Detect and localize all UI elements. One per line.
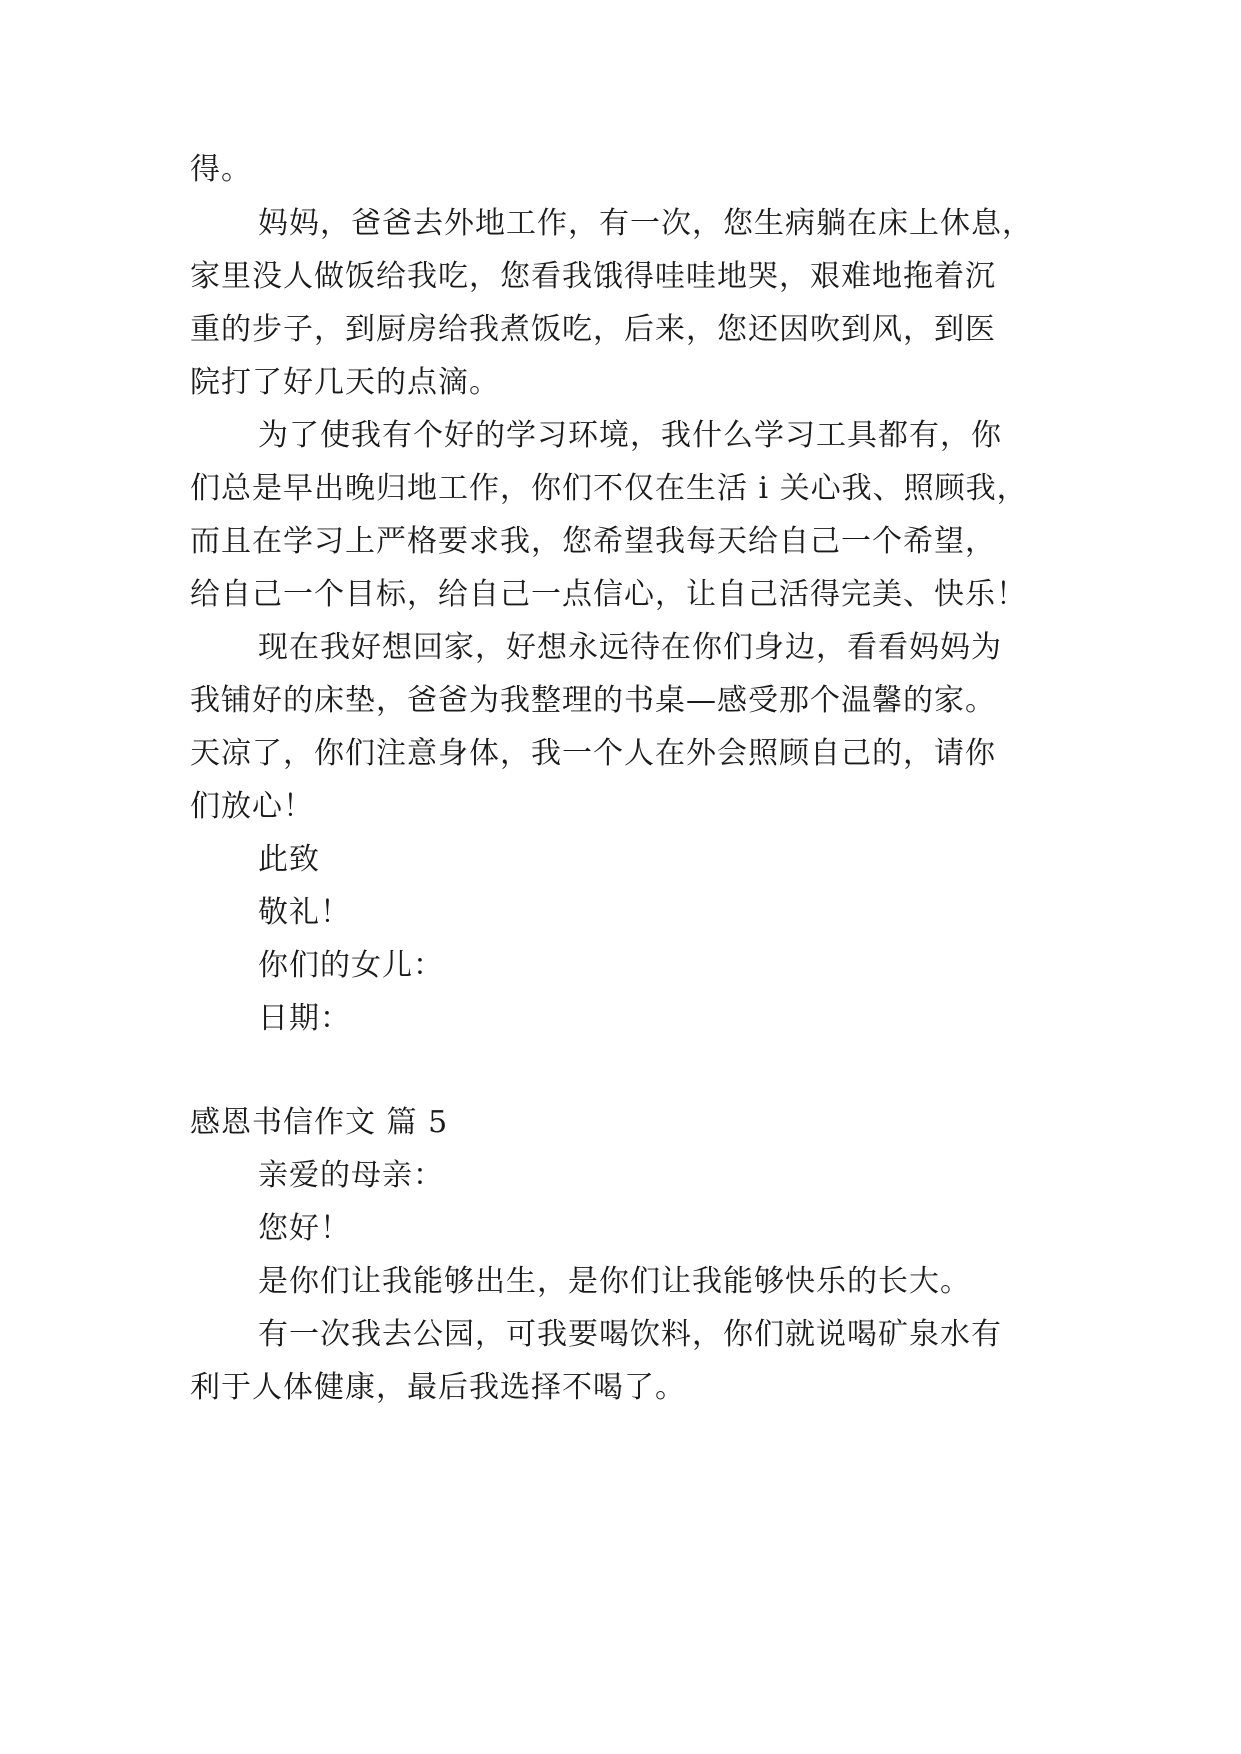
paragraph-line: 而且在学习上严格要求我，您希望我每天给自己一个希望， xyxy=(190,524,996,559)
paragraph-line: 得。 xyxy=(190,152,252,187)
salutation-line: 亲爱的母亲： xyxy=(258,1158,444,1193)
paragraph-line: 有一次我去公园，可我要喝饮料，你们就说喝矿泉水有 xyxy=(258,1317,1002,1352)
signature-line: 你们的女儿： xyxy=(258,948,444,983)
paragraph-line: 是你们让我能够出生，是你们让我能够快乐的长大。 xyxy=(258,1264,971,1299)
paragraph-line: 妈妈，爸爸去外地工作，有一次，您生病躺在床上休息， xyxy=(258,206,1033,241)
paragraph-line: 我铺好的床垫，爸爸为我整理的书桌—感受那个温馨的家。 xyxy=(190,683,996,718)
section-heading: 感恩书信作文 篇 5 xyxy=(190,1105,449,1140)
paragraph-line: 重的步子，到厨房给我煮饭吃，后来，您还因吹到风，到医 xyxy=(190,312,996,347)
paragraph-line: 现在我好想回家，好想永远待在你们身边，看看妈妈为 xyxy=(258,630,1002,665)
paragraph-line: 们总是早出晚归地工作，你们不仅在生活 i 关心我、照顾我， xyxy=(190,471,1028,506)
closing-line: 此致 xyxy=(258,842,320,877)
paragraph-line: 为了使我有个好的学习环境，我什么学习工具都有，你 xyxy=(258,418,1002,453)
closing-line: 敬礼！ xyxy=(258,895,351,930)
paragraph-line: 家里没人做饭给我吃，您看我饿得哇哇地哭，艰难地拖着沉 xyxy=(190,259,996,294)
paragraph-line: 院打了好几天的点滴。 xyxy=(190,365,500,400)
date-line: 日期： xyxy=(258,1001,351,1036)
paragraph-line: 天凉了，你们注意身体，我一个人在外会照顾自己的，请你 xyxy=(190,736,996,771)
paragraph-line: 们放心！ xyxy=(190,789,314,824)
greeting-line: 您好！ xyxy=(258,1211,351,1246)
paragraph-line: 利于人体健康，最后我选择不喝了。 xyxy=(190,1370,686,1405)
paragraph-line: 给自己一个目标，给自己一点信心，让自己活得完美、快乐！ xyxy=(190,577,1027,612)
